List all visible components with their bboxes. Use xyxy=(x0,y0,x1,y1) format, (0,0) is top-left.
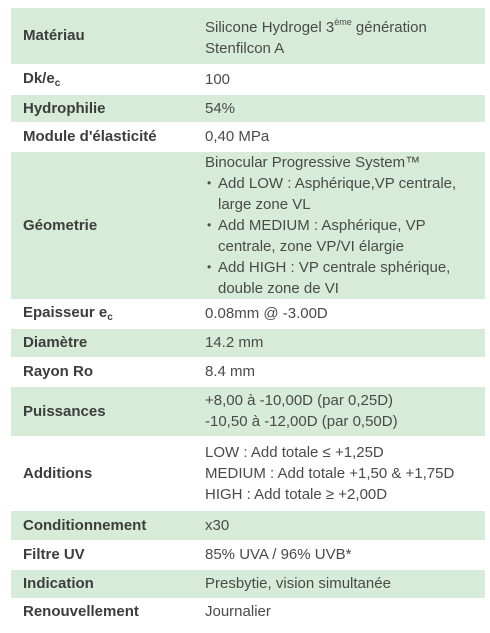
row-label: Filtre UV xyxy=(11,540,194,569)
row-label: Diamètre xyxy=(11,328,194,357)
row-puissances xyxy=(11,386,485,436)
bullet-item: • Add HIGH : VP centrale sphérique, double zone de VI xyxy=(205,257,477,299)
row-label: Module d'élasticité xyxy=(11,122,194,151)
row-label xyxy=(11,299,194,328)
row-label: Additions xyxy=(11,436,194,510)
label-subscript: c xyxy=(54,77,61,89)
row-renouvellement xyxy=(11,598,485,624)
row-conditionnement xyxy=(11,510,485,540)
row-label: Puissances xyxy=(11,386,194,436)
row-diametre xyxy=(11,328,485,357)
row-epaisseur xyxy=(11,299,485,328)
row-value xyxy=(194,8,485,64)
row-label: Géometrie xyxy=(11,151,194,299)
value-line: HIGH : Add totale ≥ +2,00D xyxy=(205,485,388,503)
label-main: Epaisseur e xyxy=(23,304,108,321)
value-line: LOW : Add totale ≤ +1,25D xyxy=(205,443,384,461)
row-value: x30 xyxy=(194,510,485,540)
row-label: Indication xyxy=(11,569,194,598)
row-label: Matériau xyxy=(11,8,194,64)
value-line: -10,50 à -12,00D (par 0,50D) xyxy=(205,413,398,430)
bullet-item: • Add LOW : Asphérique,VP centrale, large zone VL xyxy=(205,173,477,215)
label-subscript: c xyxy=(107,312,113,323)
row-label: Hydrophilie xyxy=(11,94,194,122)
row-value: 14.2 mm xyxy=(194,328,485,357)
row-value: 0,40 MPa xyxy=(194,122,485,151)
row-dk-ec xyxy=(11,64,485,94)
row-module xyxy=(11,122,485,151)
row-value xyxy=(194,386,485,436)
row-value: 0.08mm @ -3.00D xyxy=(194,299,485,328)
row-rayon xyxy=(11,357,485,386)
value-line: +8,00 à -10,00D (par 0,25D) xyxy=(205,392,394,409)
value-intro: Binocular Progressive System™ xyxy=(205,153,421,171)
row-label: Rayon Ro xyxy=(11,357,194,386)
row-value xyxy=(194,151,485,299)
bullet-list xyxy=(205,173,477,299)
row-geometrie xyxy=(11,151,485,299)
row-value: 85% UVA / 96% UVB* xyxy=(194,540,485,569)
bullet-item: • Add MEDIUM : Asphérique, VP centrale, zone VP/VI élargie xyxy=(205,215,477,257)
value-line: Silicone Hydrogel 3 xyxy=(205,19,335,37)
row-label: Conditionnement xyxy=(11,510,194,540)
row-label: Renouvellement xyxy=(11,598,194,624)
row-materiau xyxy=(11,8,485,64)
row-value: Journalier xyxy=(194,598,485,624)
value-line: Stenfilcon A xyxy=(205,40,285,58)
label-main: Dk/e xyxy=(23,69,55,87)
value-line: MEDIUM : Add totale +1,50 & +1,75D xyxy=(205,464,455,482)
lens-spec-table xyxy=(11,8,485,625)
row-additions xyxy=(11,436,485,510)
row-value: Presbytie, vision simultanée xyxy=(194,569,485,598)
row-value: 100 xyxy=(194,64,485,94)
value-line-suffix: génération xyxy=(351,19,427,37)
row-value: 8.4 mm xyxy=(194,357,485,386)
row-filtre-uv xyxy=(11,540,485,569)
superscript: ème xyxy=(334,17,352,28)
row-value xyxy=(194,436,485,510)
row-hydrophilie xyxy=(11,94,485,122)
row-value: 54% xyxy=(194,94,485,122)
row-label xyxy=(11,64,194,94)
row-indication xyxy=(11,569,485,598)
